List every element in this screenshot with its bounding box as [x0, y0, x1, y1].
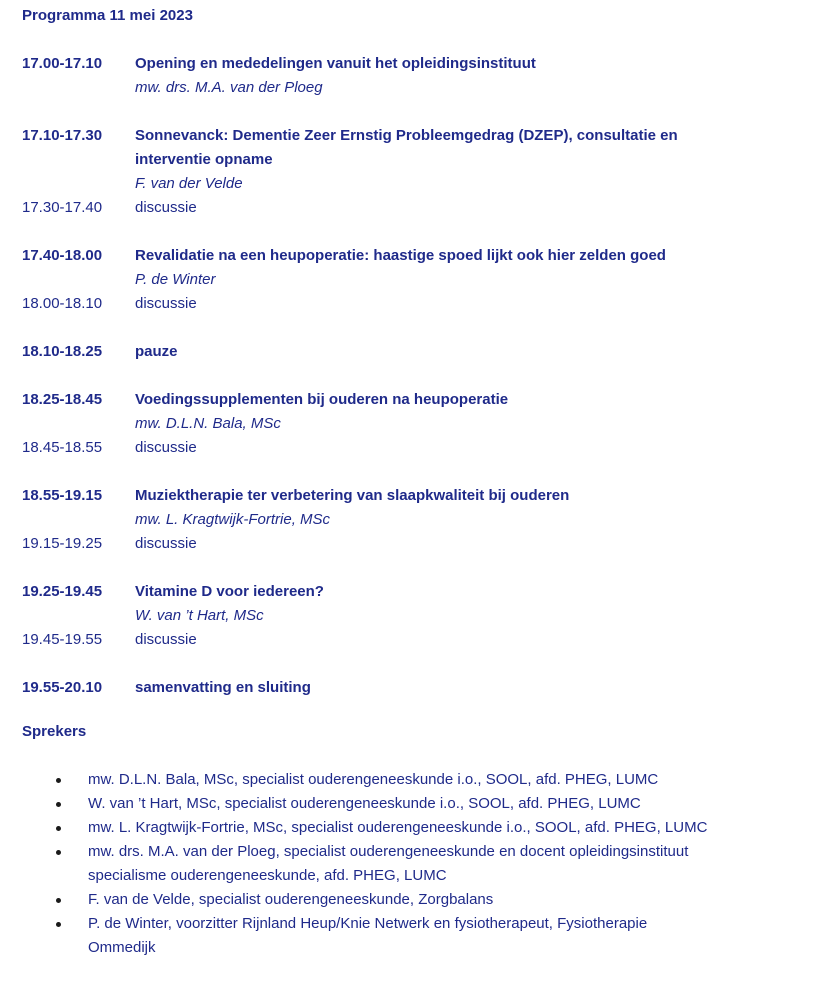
speaker-description: Ommedijk	[88, 939, 156, 956]
discussion-label: discussie	[135, 295, 197, 312]
program-item-time-spacer	[22, 148, 135, 172]
program-item-speaker: P. de Winter	[135, 271, 216, 288]
program-item-time-spacer	[22, 508, 135, 532]
program-item-speaker: F. van der Velde	[135, 175, 243, 192]
program-item-title: Voedingssupplementen bij ouderen na heupoperatie	[135, 391, 509, 408]
program-item-time: 18.55-19.15	[22, 487, 103, 504]
bullet-icon	[56, 826, 61, 831]
sprekers-heading: Sprekers	[22, 723, 87, 740]
sprekers-list	[22, 768, 802, 960]
program-item-time: 18.10-18.25	[22, 343, 103, 360]
program-item-time: 19.55-20.10	[22, 679, 103, 696]
page-title: Programma 11 mei 2023	[22, 7, 193, 24]
speaker-description: mw. drs. M.A. van der Ploeg, specialist ouderengeneeskunde en docent opleidingsinstituut	[88, 843, 689, 860]
bullet-icon	[56, 850, 61, 855]
program-item	[22, 52, 792, 100]
program-item-speaker: mw. L. Kragtwijk-Fortrie, MSc	[135, 511, 331, 528]
program-item-time: 17.00-17.10	[22, 55, 103, 72]
bullet-icon	[56, 922, 61, 927]
program-item-time-spacer	[22, 268, 135, 292]
program-item-title: interventie opname	[135, 151, 273, 168]
program-item-title: Muziektherapie ter verbetering van slaapkwaliteit bij ouderen	[135, 487, 570, 504]
program-item-time: 17.10-17.30	[22, 127, 103, 144]
discussion-label: discussie	[135, 631, 197, 648]
program-item-speaker: W. van ’t Hart, MSc	[135, 607, 264, 624]
discussion-time: 18.45-18.55	[22, 439, 103, 456]
discussion-time: 19.15-19.25	[22, 535, 103, 552]
bullet-icon	[56, 778, 61, 783]
program-item-time-spacer	[22, 172, 135, 196]
speaker-description: mw. L. Kragtwijk-Fortrie, MSc, specialist ouderengeneeskunde i.o., SOOL, afd. PHEG, LUMC	[88, 819, 708, 836]
discussion-label: discussie	[135, 199, 197, 216]
discussion-time: 17.30-17.40	[22, 199, 103, 216]
program-item-title: Vitamine D voor iedereen?	[135, 583, 324, 600]
program-item-time: 19.25-19.45	[22, 583, 103, 600]
program-item	[22, 580, 792, 652]
program-item	[22, 340, 792, 364]
program-item-time-spacer	[22, 604, 135, 628]
program-item-time: 17.40-18.00	[22, 247, 103, 264]
program-item	[22, 388, 792, 460]
discussion-time: 18.00-18.10	[22, 295, 103, 312]
speaker-list-item	[22, 816, 802, 840]
bullet-icon	[56, 898, 61, 903]
program-item-title: samenvatting en sluiting	[135, 679, 311, 696]
program-item-title: Revalidatie na een heupoperatie: haastige spoed lijkt ook hier zelden goed	[135, 247, 666, 264]
program-item	[22, 484, 792, 556]
speaker-description: P. de Winter, voorzitter Rijnland Heup/Knie Netwerk en fysiotherapeut, Fysiotherapie	[88, 915, 648, 932]
speaker-description: specialisme ouderengeneeskunde, afd. PHEG, LUMC	[88, 867, 447, 884]
program-item-time: 18.25-18.45	[22, 391, 103, 408]
program-item-speaker: mw. D.L.N. Bala, MSc	[135, 415, 281, 432]
program-item	[22, 676, 792, 700]
speaker-description: W. van ’t Hart, MSc, specialist ouderengeneeskunde i.o., SOOL, afd. PHEG, LUMC	[88, 795, 641, 812]
speaker-list-item	[22, 768, 802, 792]
speaker-list-item	[22, 840, 802, 888]
speaker-list-item	[22, 912, 802, 960]
discussion-time: 19.45-19.55	[22, 631, 103, 648]
program-item-time-spacer	[22, 76, 135, 100]
program-item-title: Sonnevanck: Dementie Zeer Ernstig Probleemgedrag (DZEP), consultatie en	[135, 127, 678, 144]
bullet-icon	[56, 802, 61, 807]
speaker-list-item	[22, 888, 802, 912]
discussion-label: discussie	[135, 535, 197, 552]
program-item-title: pauze	[135, 343, 178, 360]
speaker-description: mw. D.L.N. Bala, MSc, specialist ouderengeneeskunde i.o., SOOL, afd. PHEG, LUMC	[88, 771, 659, 788]
program-item-speaker: mw. drs. M.A. van der Ploeg	[135, 79, 323, 96]
program-item-time-spacer	[22, 412, 135, 436]
program-schedule	[22, 52, 792, 724]
discussion-label: discussie	[135, 439, 197, 456]
speaker-description: F. van de Velde, specialist ouderengeneeskunde, Zorgbalans	[88, 891, 494, 908]
program-item	[22, 124, 792, 220]
speaker-list-item	[22, 792, 802, 816]
program-item-title: Opening en mededelingen vanuit het opleidingsinstituut	[135, 55, 536, 72]
program-item	[22, 244, 792, 316]
